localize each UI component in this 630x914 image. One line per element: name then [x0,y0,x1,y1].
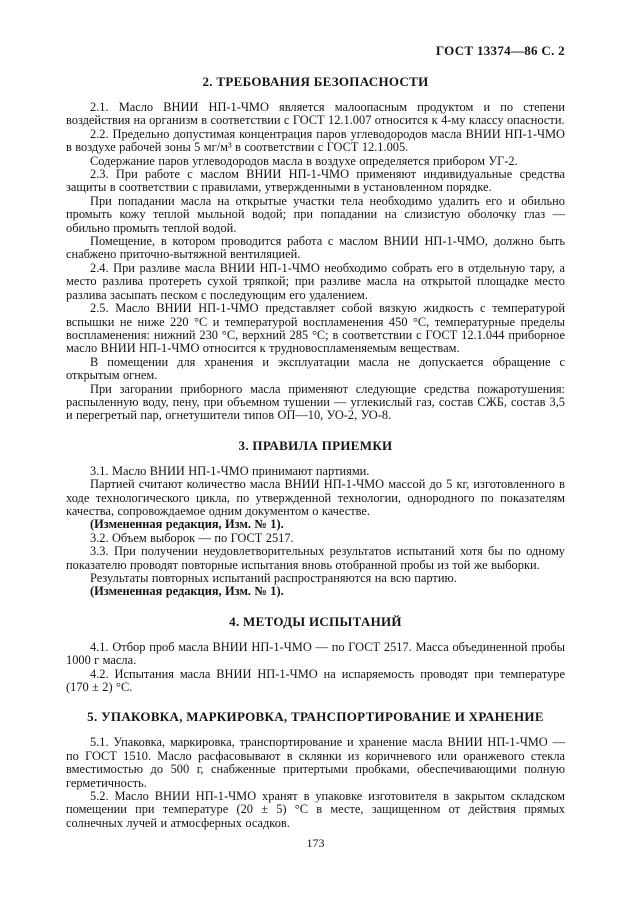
paragraph: 2.3. При работе с маслом ВНИИ НП-1-ЧМО применяют индивидуальные средства защиты в соответствии с правилами, утвержденными в установленном порядке. [66,167,565,195]
paragraph: Результаты повторных испытаний распространяются на всю партию. [90,571,457,585]
section-title: 2. ТРЕБОВАНИЯ БЕЗОПАСНОСТИ [202,74,429,89]
paragraph: 4.1. Отбор проб масла ВНИИ НП-1-ЧМО — по ГОСТ 2517. Масса объединенной пробы 1000 г масла. [66,639,565,668]
paragraph: 5.2. Масло ВНИИ НП-1-ЧМО хранят в упаковке изготовителя в закрытом складском помещении при температуре (20 ± 5) °С в месте, защищенном от действия прямых солнечных лучей и атмосферных осадков. [66,789,565,830]
paragraph: 2.2. Предельно допустимая концентрация паров углеводородов масла ВНИИ НП-1-ЧМО в воздухе рабочей зоны 5 мг/м³ в соответствии с ГОСТ 12.1.005. [66,126,565,155]
paragraph: Помещение, в котором проводится работа с маслом ВНИИ НП-1-ЧМО, должно быть снабжено приточно-вытяжной вентиляцией. [66,234,565,262]
paragraph: Партией считают количество масла ВНИИ НП-1-ЧМО массой до 5 кг, изготовленного в ходе технологического цикла, по утвержденной технологии, однородного по показателям качества, сопровождаемое одним документом о качестве. [66,477,565,518]
paragraph-amendment-note: (Измененная редакция, Изм. № 1). [90,517,284,532]
paragraph: 3.2. Объем выборок — по ГОСТ 2517. [90,530,294,545]
paragraph: 2.4. При разливе масла ВНИИ НП-1-ЧМО необходимо собрать его в отдельную тару, а место разлива протереть сухой тряпкой; при разливе масла на открытой площадке место разлива засыпать песком с последующим его удалением. [66,260,565,302]
section-acceptance-rules [66,439,565,599]
paragraph: При загорании приборного масла применяют следующие средства пожаротушения: распыленную воду, пену, при объемном тушении — углекислый газ, состав СЖБ, состав 3,5 и перегретый пар, огнетушители типов ОП—10, УО-2, УО-8. [66,381,565,423]
paragraph: 4.2. Испытания масла ВНИИ НП-1-ЧМО на испаряемость проводят при температуре (170 ± 2) °С. [66,666,565,695]
paragraph: В помещении для хранения и эксплуатации масла не допускается обращение с открытым огнем. [66,354,565,383]
section-packaging-marking-transport-storage [66,710,565,830]
section-title: 4. МЕТОДЫ ИСПЫТАНИЙ [229,613,402,629]
section-title: 3. ПРАВИЛА ПРИЕМКИ [238,437,393,453]
page-number: 173 [306,836,325,851]
paragraph: 5.1. Упаковка, маркировка, транспортирование и хранение масла ВНИИ НП-1-ЧМО — по ГОСТ 1510. Масло расфасовывают в склянки из коричневого или оранжевого стекла вместимостью до 500 г, снабженные притертыми пробками, обеспечивающими полную герметичность. [66,735,565,790]
document-header-gost-number: ГОСТ 13374—86 С. 2 [435,43,565,58]
paragraph: При попадании масла на открытые участки тела необходимо удалить его и обильно промыть кожу теплой мыльной водой; при попадании на слизистую оболочку глаз — обильно промыть теплой водой. [66,193,565,235]
paragraph: Содержание паров углеводородов масла в воздухе определяется прибором УГ-2. [90,153,518,168]
section-title: 5. УПАКОВКА, МАРКИРОВКА, ТРАНСПОРТИРОВАНИЕ И ХРАНЕНИЕ [87,709,544,725]
paragraph: 3.3. При получении неудовлетворительных результатов испытаний хотя бы по одному показателю проводят повторные испытания вновь отобранной пробы из той же выборки. [66,544,565,572]
paragraph-amendment-note: (Измененная редакция, Изм. № 1). [90,584,284,599]
paragraph: 2.1. Масло ВНИИ НП-1-ЧМО является малоопасным продуктом и по степени воздействия на организм в соответствии с ГОСТ 12.1.007 относится к 4-му классу опасности. [66,100,565,128]
section-test-methods [66,615,565,695]
section-safety-requirements [66,75,565,423]
paragraph: 3.1. Масло ВНИИ НП-1-ЧМО принимают партиями. [90,463,370,478]
paragraph: 2.5. Масло ВНИИ НП-1-ЧМО представляет собой вязкую жидкость с температурой вспышки не ниже 220 °С и температурой воспламенения 450 °С, температурные пределы воспламенения: нижний 230 °С, верхний 285 °С; в соответствии с ГОСТ 12.1.044 приборное масло ВНИИ НП-1-ЧМО относится к трудновоспламеняемым веществам. [66,301,565,356]
